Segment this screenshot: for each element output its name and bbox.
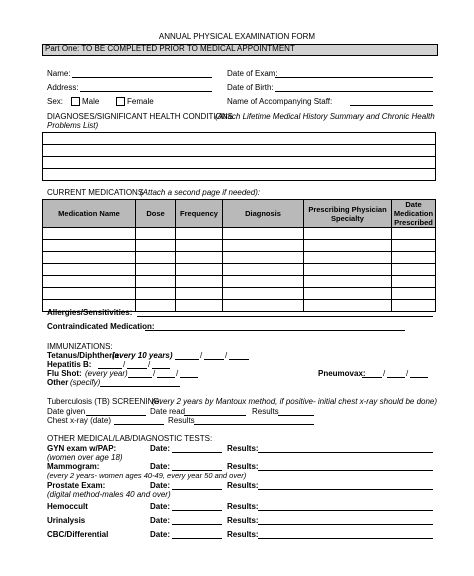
hemoccult-date-field[interactable] <box>172 510 222 511</box>
table-row[interactable] <box>43 228 436 240</box>
hemoccult-label: Hemoccult <box>47 502 88 511</box>
cbc-label: CBC/Differential <box>47 530 109 539</box>
date-of-birth-field[interactable] <box>275 91 433 92</box>
other-label: Other <box>47 378 69 387</box>
pneumovax-field[interactable] <box>362 377 382 378</box>
cbc-date-field[interactable] <box>172 538 222 539</box>
urinalysis-date-field[interactable] <box>172 524 222 525</box>
cbc-results-label: Results: <box>227 530 259 539</box>
form-title: ANNUAL PHYSICAL EXAMINATION FORM <box>158 32 316 41</box>
table-row[interactable] <box>43 276 436 288</box>
table-row[interactable] <box>43 288 436 300</box>
gyn-date-label: Date: <box>150 444 171 453</box>
col-medication-name: Medication Name <box>43 200 136 228</box>
urinalysis-label: Urinalysis <box>47 516 86 525</box>
cbc-results-field[interactable] <box>258 538 433 539</box>
sex-label: Sex: <box>47 97 64 106</box>
col-physician: Prescribing Physician Specialty <box>304 200 392 228</box>
male-label: Male <box>82 97 100 106</box>
accompanying-staff-field[interactable] <box>350 105 433 106</box>
table-row[interactable] <box>43 240 436 252</box>
chest-xray-results-field[interactable] <box>194 424 314 425</box>
tb-results-label: Results <box>252 407 279 416</box>
flu-label: Flu Shot: <box>47 369 82 378</box>
gyn-results-field[interactable] <box>258 452 433 453</box>
gyn-note: (women over age 18) <box>47 453 123 462</box>
hepatitis-label: Hepatitis B: <box>47 360 92 369</box>
chest-xray-label: Chest x-ray (date) <box>47 416 112 425</box>
table-row[interactable] <box>43 252 436 264</box>
date-of-exam-field[interactable] <box>275 77 433 78</box>
tetanus-note: (every 10 years) <box>112 351 173 360</box>
mammogram-label: Mammogram: <box>47 462 100 471</box>
prostate-date-label: Date: <box>150 481 171 490</box>
mammogram-results-label: Results: <box>227 462 259 471</box>
diagnoses-label: DIAGNOSES/SIGNIFICANT HEALTH CONDITIONS <box>47 112 233 121</box>
mammogram-results-field[interactable] <box>258 470 433 471</box>
urinalysis-results-label: Results: <box>227 516 259 525</box>
col-dose: Dose <box>136 200 176 228</box>
prostate-results-label: Results: <box>227 481 259 490</box>
chest-xray-results-label: Results <box>168 416 195 425</box>
mammogram-date-label: Date: <box>150 462 171 471</box>
pneumovax-label: Pneumovax: <box>318 369 366 378</box>
other-field[interactable] <box>100 386 180 387</box>
female-label: Female <box>127 97 154 106</box>
hemoccult-results-field[interactable] <box>258 510 433 511</box>
allergies-label: Allergies/Sensitivities: <box>47 308 133 317</box>
prostate-date-field[interactable] <box>172 489 222 490</box>
tetanus-label: Tetanus/Diphtheria <box>47 351 119 360</box>
col-diagnosis: Diagnosis <box>223 200 304 228</box>
diagnoses-table <box>42 132 436 181</box>
gyn-label: GYN exam w/PAP: <box>47 444 117 453</box>
prostate-label: Prostate Exam: <box>47 481 106 490</box>
diagnoses-row[interactable] <box>43 145 436 157</box>
tetanus-day-field[interactable] <box>204 359 224 360</box>
cbc-date-label: Date: <box>150 530 171 539</box>
name-field[interactable] <box>72 77 212 78</box>
gyn-date-field[interactable] <box>172 452 222 453</box>
contraindicated-field[interactable] <box>145 330 405 331</box>
prostate-note: (digital method-males 40 and over) <box>47 490 171 499</box>
tb-label: Tuberculosis (TB) SCREENING: <box>47 397 162 406</box>
urinalysis-date-label: Date: <box>150 516 171 525</box>
diagnoses-row[interactable] <box>43 133 436 145</box>
medications-note: (Attach a second page if needed): <box>140 188 261 197</box>
accompanying-staff-label: Name of Accompanying Staff: <box>227 97 333 106</box>
tb-results-field[interactable] <box>278 415 314 416</box>
table-row[interactable] <box>43 264 436 276</box>
diagnoses-row[interactable] <box>43 169 436 181</box>
tb-date-given-label: Date given <box>47 407 86 416</box>
flu-field[interactable] <box>128 377 152 378</box>
male-checkbox[interactable] <box>71 97 80 106</box>
flu-note: (every year) <box>85 369 128 378</box>
name-label: Name: <box>47 69 71 78</box>
hemoccult-results-label: Results: <box>227 502 259 511</box>
physical-exam-form: ANNUAL PHYSICAL EXAMINATION FORM Part One: TO BE COMPLETED PRIOR TO MEDICAL APPOINTMENT Name: Date of Exam: Address: Date of Birth: Sex: Male Female Name of Accompanying Staff: DIAGNOSES/SIGNIFICANT HEALTH CONDITIONS (Attach Lifetime Medical History Summary and Chronic Health Problems List) CURRENT MEDICATIONS (Attach a second page if needed): Medication Name Dose Frequency Diagnosis Prescribing Physician Specialty Date Medication Prescribed Allergies/Sensitivities: Contraindicated Medication: IMMUNIZATIONS: Tetanus/Diphtheria (every 10 years) / / Hepatitis B: / / Flu Shot: (every year) / / Pneumovax: / / Other (specify) Tuberculosis (TB) SCREENING: (every 2 years by Mantoux method, if positive- initial chest x-ray should be done) Date given Date read Results Chest x-ray (date) Results OTHER MEDICAL/LAB/DIAGNOSTIC TESTS: GYN exam w/PAP: Date: Results: (women over age 18) Mammogram: Date: Results: (every 2 years- women ages 40-49, every year 50 and over) Prostate Exam: Date: Results: (digital method-males 40 and over) Hemoccult Date: Results: Urinalysis Date: Results: CBC/Differential Date: Results: <box>0 0 474 576</box>
date-of-birth-label: Date of Birth: <box>227 83 274 92</box>
col-frequency: Frequency <box>176 200 223 228</box>
other-note: (specify) <box>70 378 101 387</box>
immunizations-label: IMMUNIZATIONS: <box>47 342 113 351</box>
female-checkbox[interactable] <box>116 97 125 106</box>
tb-note: (every 2 years by Mantoux method, if positive- initial chest x-ray should be done) <box>152 397 438 406</box>
mammogram-note: (every 2 years- women ages 40-49, every year 50 and over) <box>47 471 247 480</box>
tetanus-month-field[interactable] <box>175 359 199 360</box>
tb-date-read-label: Date read <box>150 407 186 416</box>
diagnoses-row[interactable] <box>43 157 436 169</box>
gyn-results-label: Results: <box>227 444 259 453</box>
urinalysis-results-field[interactable] <box>258 524 433 525</box>
prostate-results-field[interactable] <box>258 489 433 490</box>
medications-label: CURRENT MEDICATIONS <box>47 188 144 197</box>
diagnoses-note-1: (Attach Lifetime Medical History Summary and Chronic Health <box>215 112 435 121</box>
address-field[interactable] <box>80 91 212 92</box>
contraindicated-label: Contraindicated Medication: <box>47 322 155 331</box>
allergies-field[interactable] <box>137 316 433 317</box>
chest-xray-date-field[interactable] <box>114 424 164 425</box>
part-one-label: Part One: TO BE COMPLETED PRIOR TO MEDICAL APPOINTMENT <box>45 44 295 53</box>
diagnoses-note-2: Problems List) <box>47 121 99 130</box>
tests-label: OTHER MEDICAL/LAB/DIAGNOSTIC TESTS: <box>47 434 213 443</box>
address-label: Address: <box>47 83 79 92</box>
hemoccult-date-label: Date: <box>150 502 171 511</box>
col-date-prescribed: Date Medication Prescribed <box>392 200 436 228</box>
date-of-exam-label: Date of Exam: <box>227 69 278 78</box>
medications-table <box>42 199 436 312</box>
tetanus-year-field[interactable] <box>229 359 249 360</box>
